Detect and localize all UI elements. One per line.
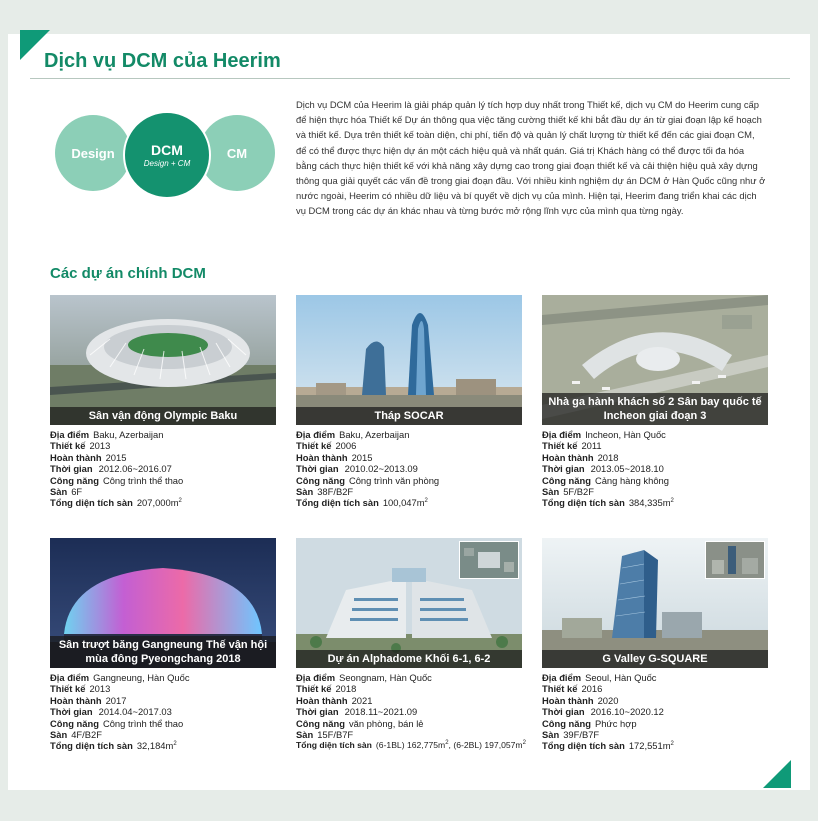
location-value: Gangneung, Hàn Quốc: [93, 672, 190, 683]
complete-year-label: Hoàn thành: [296, 694, 348, 706]
project-name: Nhà ga hành khách số 2 Sân bay quốc tế Incheon giai đoạn 3: [542, 393, 768, 425]
area-unit-sup: 2: [178, 498, 182, 505]
area-value-block-b: (6-2BL) 197,057m: [453, 740, 523, 751]
complete-year-label: Hoàn thành: [50, 694, 102, 706]
design-year-value: 2011: [581, 440, 602, 452]
floors-value: 6F: [71, 486, 83, 498]
floors-label: Sàn: [50, 486, 68, 498]
area-value: 32,184m: [136, 740, 174, 752]
complete-year-label: Hoàn thành: [296, 451, 348, 463]
floors-value: 38F/B2F: [317, 486, 354, 498]
complete-year-value: 2017: [105, 694, 127, 706]
project-card: [296, 295, 522, 509]
area-value: 384,335m: [628, 497, 671, 509]
design-year-label: Thiết kế: [50, 683, 86, 695]
design-label: Design: [71, 145, 115, 161]
location-label: Địa điểm: [50, 429, 90, 440]
design-year-value: 2018: [335, 683, 357, 695]
area-label: Tổng diện tích sàn: [542, 740, 625, 752]
area-unit-sup: 2: [670, 498, 674, 505]
function-value: Công trình văn phòng: [348, 474, 440, 486]
dcm-circle: [123, 111, 211, 199]
design-year-label: Thiết kế: [296, 440, 332, 452]
project-photo: [50, 295, 276, 425]
function-label: Công năng: [50, 474, 99, 486]
area-label: Tổng diện tích sàn: [296, 497, 379, 509]
area-unit-sup: 2: [424, 498, 428, 505]
project-photo: [296, 538, 522, 668]
period-value: 2014.04~2017.03: [98, 706, 172, 718]
design-year-value: 2013: [89, 683, 111, 695]
location-label: Địa điểm: [296, 672, 336, 683]
cm-label: CM: [226, 145, 248, 161]
complete-year-value: 2020: [597, 694, 619, 706]
floors-label: Sàn: [296, 729, 314, 741]
design-circle: [55, 115, 131, 191]
design-year-label: Thiết kế: [50, 440, 86, 452]
period-label: Thời gian: [542, 463, 585, 475]
function-value: Công trình thể thao: [102, 717, 184, 729]
floors-value: 15F/B7F: [317, 729, 354, 741]
design-year-value: 2016: [581, 683, 603, 695]
location-value: Baku, Azerbaijan: [339, 429, 410, 440]
dcm-sublabel: Design + CM: [143, 159, 191, 168]
project-details: [50, 429, 276, 509]
intro-paragraph: Dịch vụ DCM của Heerim là giải pháp quản lý tích hợp duy nhất trong Thiết kế, dịch vụ CM do Heerim cung cấp để hiện thực hóa Thiết kế Dự án thông qua việc tăng cường thiết kế khi bắt đầu dự án từ giai đoạn lập kế hoạch và thiết kế. Dựa trên thiết kế toàn diện, chi phí, tiến độ và quản lý chất lượng từ thiết kế đến các giai đoạn CM, để có thể được thực hiện dự án một cách hiệu quả và nhất quán. Giá trị Khách hàng có thể được tối đa hóa bằng cách thực hiện thiết kế với khả năng xây dựng cao trong giai đoạn thiết kế và cải thiện hiệu quả xây dựng thông qua giải quyết các vấn đề trong giai đoạn đầu. Với nhiều kinh nghiệm dự án DCM ở Hàn Quốc cũng như ở nước ngoài, Heerim có nhiều dữ liệu và bí quyết về dịch vụ của mình. Hiện tại, Heerim đang triển khai các dịch vụ DCM trong các dự án khác nhau và từng bước mở rộng lĩnh vực của mình qua từng ngày.: [296, 99, 766, 217]
page-title: Dịch vụ DCM của Heerim: [44, 50, 281, 72]
inset-aerial-photo: [706, 542, 764, 578]
floors-value: 39F/B7F: [563, 729, 600, 741]
project-name: Dự án Alphadome Khối 6-1, 6-2: [296, 650, 522, 668]
complete-year-label: Hoàn thành: [542, 694, 594, 706]
inset-photo: [705, 541, 765, 579]
function-value: Cảng hàng không: [594, 474, 669, 486]
area-unit-sup: 2: [173, 741, 177, 748]
project-card: [542, 295, 768, 509]
function-label: Công năng: [296, 717, 345, 729]
stadium-photo: [50, 295, 276, 425]
project-name: Sân vận động Olympic Baku: [50, 407, 276, 425]
period-value: 2013.05~2018.10: [590, 463, 664, 475]
floors-label: Sàn: [542, 486, 560, 498]
complete-year-value: 2021: [351, 694, 373, 706]
area-label: Tổng diện tích sàn: [50, 497, 133, 509]
period-value: 2010.02~2013.09: [344, 463, 418, 475]
period-value: 2018.11~2021.09: [344, 706, 418, 718]
function-label: Công năng: [296, 474, 345, 486]
inset-aerial-photo: [460, 542, 518, 578]
period-label: Thời gian: [296, 463, 339, 475]
function-label: Công năng: [542, 717, 591, 729]
complete-year-label: Hoàn thành: [542, 451, 594, 463]
period-label: Thời gian: [50, 706, 93, 718]
area-unit-sup: 2: [670, 741, 674, 748]
project-details: Địa điểm Seongnam, Hàn Quốc Thiết kế 2018 Hoàn thành 2021 Thời gian 2018.11~2021.09 Công năng văn phòng, bán lẻ Sàn 15F/B7F Tổng diện tích sàn (6-1BL) $162,775m^2$, (6-2BL) $197,057m^2$: [296, 672, 526, 751]
complete-year-label: Hoàn thành: [50, 451, 102, 463]
dcm-label: DCM: [151, 142, 183, 158]
complete-year-value: 2018: [597, 451, 619, 463]
location-label: Địa điểm: [542, 429, 582, 440]
function-value: văn phòng, bán lẻ: [348, 717, 424, 729]
area-unit-sup: 2: [522, 740, 526, 747]
design-year-label: Thiết kế: [542, 683, 578, 695]
function-label: Công năng: [50, 717, 99, 729]
project-card: [542, 538, 768, 752]
design-year-label: Thiết kế: [542, 440, 578, 452]
area-label: Tổng diện tích sàn: [296, 740, 372, 751]
project-photo: [296, 295, 522, 425]
design-year-value: 2013: [89, 440, 111, 452]
project-name: Tháp SOCAR: [296, 407, 522, 425]
dcm-diagram: [55, 115, 275, 195]
period-label: Thời gian: [542, 706, 585, 718]
period-label: Thời gian: [296, 706, 339, 718]
location-label: Địa điểm: [50, 672, 90, 683]
floors-label: Sàn: [50, 729, 68, 741]
design-year-value: 2006: [335, 440, 357, 452]
function-label: Công năng: [542, 474, 591, 486]
location-value: Seongnam, Hàn Quốc: [339, 672, 432, 683]
period-label: Thời gian: [50, 463, 93, 475]
project-details: [542, 672, 768, 752]
inset-photo: [459, 541, 519, 579]
area-value: 100,047m: [382, 497, 425, 509]
location-label: Địa điểm: [296, 429, 336, 440]
project-photo: [542, 295, 768, 425]
project-card: [296, 538, 526, 752]
floors-label: Sàn: [542, 729, 560, 741]
tower-photo: [296, 295, 522, 425]
project-details: [542, 429, 768, 509]
area-label: Tổng diện tích sàn: [50, 740, 133, 752]
project-details: [296, 429, 522, 509]
complete-year-value: 2015: [351, 451, 373, 463]
location-value: Incheon, Hàn Quốc: [585, 429, 666, 440]
floors-label: Sàn: [296, 486, 314, 498]
period-value: 2012.06~2016.07: [98, 463, 172, 475]
area-value: 207,000m: [136, 497, 179, 509]
function-value: Phức hợp: [594, 717, 637, 729]
location-label: Địa điểm: [542, 672, 582, 683]
project-name: G Valley G-SQUARE: [542, 650, 768, 668]
area-unit-sup: 2: [445, 740, 449, 747]
project-photo: [50, 538, 276, 668]
project-details: [50, 672, 276, 752]
location-value: Seoul, Hàn Quốc: [585, 672, 657, 683]
project-card: [50, 295, 276, 509]
area-value: 172,551m: [628, 740, 671, 752]
design-year-label: Thiết kế: [296, 683, 332, 695]
area-label: Tổng diện tích sàn: [542, 497, 625, 509]
function-value: Công trình thể thao: [102, 474, 184, 486]
complete-year-value: 2015: [105, 451, 127, 463]
title-divider: [30, 78, 790, 79]
floors-value: 5F/B2F: [563, 486, 594, 498]
location-value: Baku, Azerbaijan: [93, 429, 164, 440]
section-title: Các dự án chính DCM: [50, 265, 206, 282]
period-value: 2016.10~2020.12: [590, 706, 664, 718]
project-card: [50, 538, 276, 752]
area-value-block-a: (6-1BL) 162,775m: [375, 740, 446, 751]
floors-value: 4F/B2F: [71, 729, 102, 741]
corner-accent-bottom-right: [763, 760, 791, 788]
project-photo: [542, 538, 768, 668]
project-name: Sân trượt băng Gangneung Thế vận hội mùa đông Pyeongchang 2018: [50, 636, 276, 668]
